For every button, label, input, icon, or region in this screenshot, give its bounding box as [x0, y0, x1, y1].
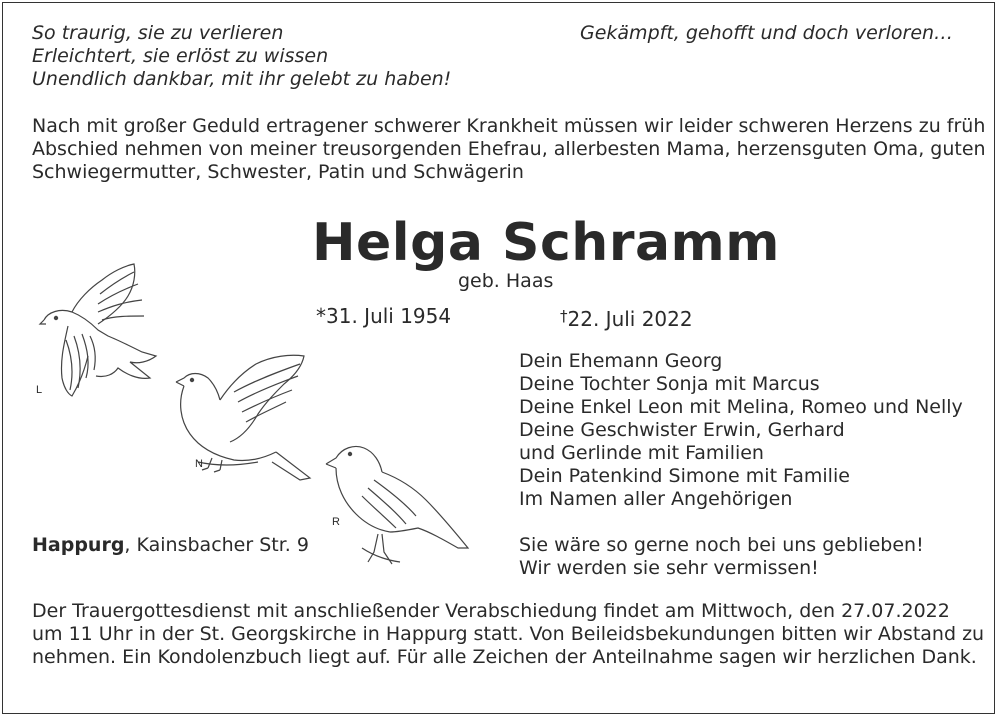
death-date	[560, 305, 693, 331]
poem-line-2: Erleichtert, sie erlöst zu wissen	[32, 45, 329, 67]
intro-line-1: Nach mit großer Geduld ertragener schwerer Krankheit müssen wir leider schweren Herzens zu früh	[32, 115, 986, 137]
address	[32, 534, 309, 557]
intro-line-3: Schwiegermutter, Schwester, Patin und Schwägerin	[32, 161, 524, 183]
bird-flying-illustration	[38, 260, 168, 410]
bird-label-n: N	[195, 458, 203, 470]
bird-label-l: L	[36, 384, 43, 396]
family-line: Dein Patenkind Simone mit Familie	[519, 465, 850, 487]
deceased-name: Helga Schramm	[312, 213, 780, 273]
intro-line-2: Abschied nehmen von meiner treusorgenden Ehefrau, allerbesten Mama, herzensguten Oma, guten	[32, 138, 986, 160]
bird-sitting-illustration	[322, 436, 474, 571]
wish-line-2: Wir werden sie sehr vermissen!	[519, 557, 819, 579]
family-line: Deine Geschwister Erwin, Gerhard	[519, 419, 845, 441]
bird-label-r: R	[332, 516, 340, 528]
maiden-name: geb. Haas	[458, 270, 554, 292]
wish-line-1: Sie wäre so gerne noch bei uns geblieben!	[519, 534, 924, 556]
family-line: Dein Ehemann Georg	[519, 350, 723, 372]
poem-right: Gekämpft, gehofft und doch verloren…	[580, 22, 954, 44]
family-line: und Gerlinde mit Familien	[519, 442, 764, 464]
birth-date: *31. Juli 1954	[316, 304, 452, 328]
service-line-3: nehmen. Ein Kondolenzbuch liegt auf. Für alle Zeichen der Anteilnahme sagen wir herzlichen Dank.	[32, 646, 977, 668]
family-line: Deine Tochter Sonja mit Marcus	[519, 373, 820, 395]
family-line: Deine Enkel Leon mit Melina, Romeo und Nelly	[519, 396, 963, 418]
address-town: Happurg	[32, 534, 125, 556]
family-list	[519, 350, 963, 511]
service-line-2: um 11 Uhr in der St. Georgskirche in Happurg statt. Von Beileidsbekundungen bitten wir Abstand zu	[32, 623, 985, 645]
address-street: , Kainsbacher Str. 9	[124, 534, 309, 556]
poem-line-1: So traurig, sie zu verlieren	[32, 22, 284, 44]
bird-perched-wing-illustration	[172, 352, 317, 487]
cross-symbol: †	[560, 307, 568, 325]
service-line-1: Der Trauergottesdienst mit anschließender Verabschiedung findet am Mittwoch, den 27.07.2022	[32, 600, 950, 622]
poem-line-3: Unendlich dankbar, mit ihr gelebt zu haben!	[32, 68, 452, 90]
family-line: Im Namen aller Angehörigen	[519, 488, 793, 510]
death-date-value: 22. Juli 2022	[567, 307, 693, 331]
